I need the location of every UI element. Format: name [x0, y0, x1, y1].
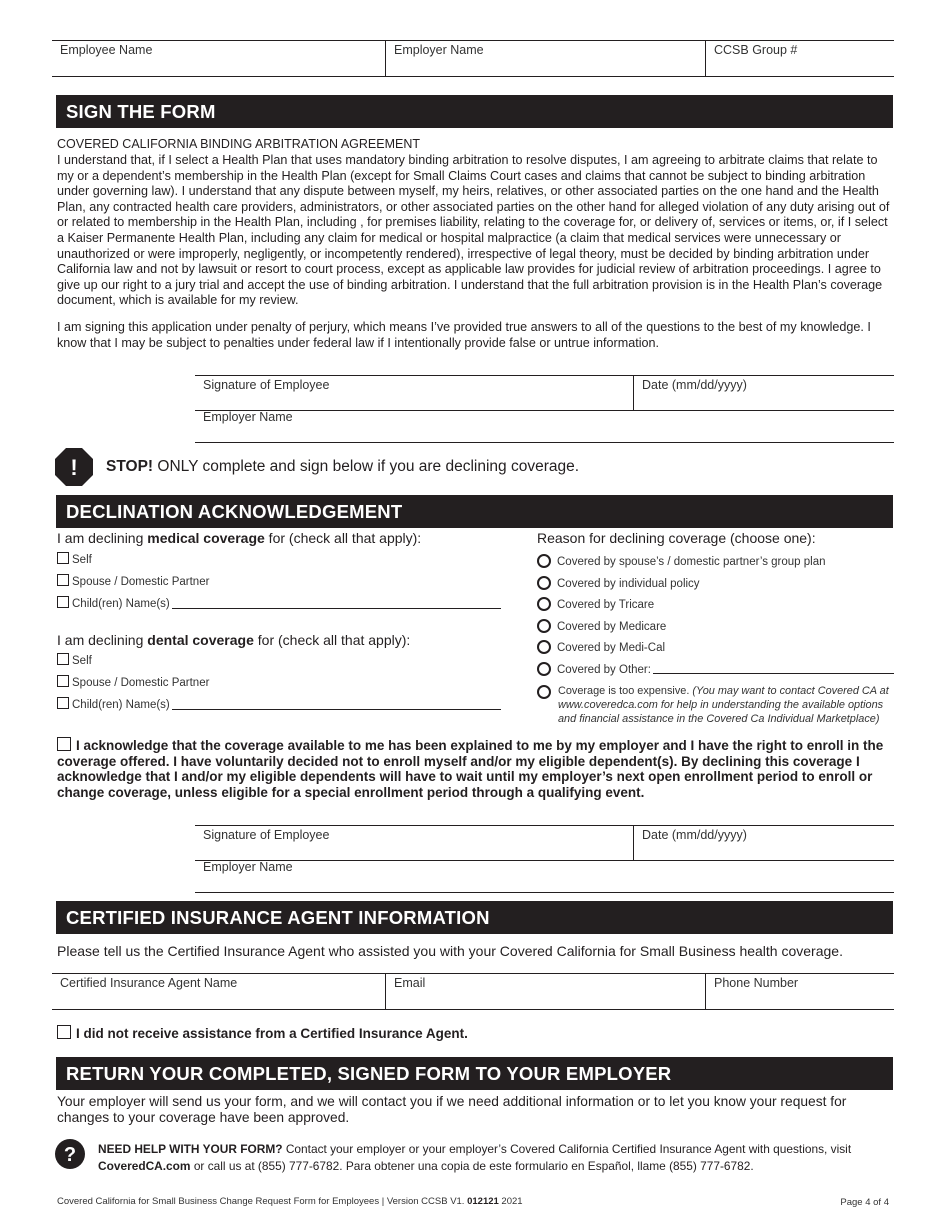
acknowledge-checkbox[interactable]: [57, 737, 71, 751]
medical-suffix: for (check all that apply):: [264, 530, 422, 546]
option-label: Child(ren) Name(s): [72, 699, 170, 712]
dental-prefix: I am declining: [57, 632, 148, 648]
reason-label: Covered by Tricare: [557, 599, 655, 612]
checkbox[interactable]: [57, 574, 69, 586]
help-text-2: or call us at (855) 777-6782. Para obtener una copia de este formulario en Español, llame (855) 777-6782.: [190, 1159, 754, 1173]
acknowledge-text: I acknowledge that the coverage available to me has been explained to me by my employer and I have the right to enroll in the coverage offered. I have voluntarily decided not to enroll myself and/or my eligible dependent(s). By declining this coverage I acknowledge that I and/or my eligible dependents will have to wait until my employer’s next open enrollment period to enroll or change coverage, unless eligible for a special enrollment period through a qualifying event.: [57, 738, 884, 801]
checkbox[interactable]: [57, 697, 69, 709]
date-label: Date (mm/dd/yyyy): [642, 378, 747, 392]
declination-header: DECLINATION ACKNOWLEDGEMENT: [56, 495, 893, 528]
medical-children-option[interactable]: [57, 598, 170, 610]
employer-label: Employer Name: [203, 860, 293, 874]
footer-year: 2021: [498, 1196, 523, 1207]
ccsb-group-field[interactable]: [705, 41, 894, 76]
signature-field-1[interactable]: [195, 376, 633, 410]
no-assistance-option[interactable]: [57, 1026, 468, 1041]
arbitration-title: COVERED CALIFORNIA BINDING ARBITRATION AGREEMENT: [57, 137, 421, 151]
signature-field-2[interactable]: [195, 826, 633, 860]
reason-tricare[interactable]: [537, 598, 654, 612]
option-label: Spouse / Domestic Partner: [72, 677, 210, 690]
sign-form-header: SIGN THE FORM: [56, 95, 893, 128]
employee-name-field[interactable]: [52, 41, 385, 76]
employee-info-row: [52, 40, 894, 77]
employee-name-label: Employee Name: [60, 43, 153, 57]
medical-prefix: I am declining: [57, 530, 148, 546]
footer-page: Page 4 of 4: [840, 1197, 889, 1208]
no-assistance-checkbox[interactable]: [57, 1025, 71, 1039]
checkbox[interactable]: [57, 552, 69, 564]
expensive-text: [558, 684, 897, 726]
checkbox[interactable]: [57, 653, 69, 665]
medical-header: [57, 530, 421, 546]
checkbox[interactable]: [57, 675, 69, 687]
reason-label: Covered by Medicare: [557, 621, 667, 634]
employer-name-field-2[interactable]: [195, 859, 894, 893]
date-field-1[interactable]: [633, 376, 894, 410]
medical-spouse-option[interactable]: [57, 576, 209, 588]
help-text-1: Contact your employer or your employer’s Covered California Certified Insurance Agent with questions, visit: [282, 1142, 852, 1156]
radio[interactable]: [537, 619, 551, 633]
expensive-note: (You may want to contact Covered CA at www.coveredca.com for help in understanding the available options and financial assistance in the Covered Ca Individual Marketplace): [558, 685, 889, 725]
dental-self-option[interactable]: [57, 655, 92, 667]
option-label: Spouse / Domestic Partner: [72, 576, 210, 589]
agent-name-field[interactable]: [52, 974, 385, 1009]
help-icon: [55, 1139, 85, 1169]
stop-icon-text: !: [70, 455, 78, 480]
employer-name-field-1[interactable]: [195, 409, 894, 443]
dental-children-name-line[interactable]: [172, 709, 501, 710]
dental-bold: dental coverage: [147, 632, 254, 648]
arbitration-text: I understand that, if I select a Health Plan that uses mandatory binding arbitration to resolve disputes, I am agreeing to arbitrate claims that relate to my or a dependent’s membership in the Health Plan (except for Small Claims Court cases and claims that cannot be subject to binding arbitration under governing law). I understand that any dispute between myself, my heirs, relatives, or other associated parties on the one hand and the Health Plan, any contracted health care providers, administrators, or other associated parties on the other hand for alleged violation of any duty arising out of or related to membership in the Health Plan, including , for premises liability, relating to the coverage for, or delivery of, services or items, or, if I select a Kaiser Permanente Health Plan, including any claim for medical or hospital malpractice (a claim that medical services were unnecessary or unauthorized or were improperly, negligently, or incompetently rendered), irrespective of legal theory, must be decided by binding arbitration under California law and not by lawsuit or resort to court process, except as applicable law provides for judicial review of arbitration proceedings. I agree to give up our right to a jury trial and accept the use of binding arbitration. I understand that the full arbitration provision is in the Health Plan’s coverage document, which is available for my review.: [57, 153, 890, 308]
agent-intro: Please tell us the Certified Insurance Agent who assisted you with your Covered California for Small Business health coverage.: [57, 943, 843, 959]
radio[interactable]: [537, 576, 551, 590]
reason-header: Reason for declining coverage (choose one):: [537, 530, 816, 546]
acknowledge-block[interactable]: [57, 738, 893, 801]
stop-icon: [55, 448, 93, 486]
stop-message: [106, 458, 579, 476]
ccsb-group-label: CCSB Group #: [714, 43, 798, 57]
help-text: [98, 1141, 898, 1175]
footer-version: 012121: [467, 1196, 499, 1207]
signature-block-2: [195, 825, 894, 861]
medical-self-option[interactable]: [57, 554, 92, 566]
agent-info-row: [52, 973, 894, 1010]
return-text: Your employer will send us your form, and we will contact you if we need additional information or to let you know your request for changes to your coverage have been approved.: [57, 1094, 847, 1125]
reason-label: Covered by individual policy: [557, 578, 700, 591]
dental-spouse-option[interactable]: [57, 677, 209, 689]
reason-other-line[interactable]: [653, 673, 894, 674]
employer-label: Employer Name: [203, 410, 293, 424]
medical-bold: medical coverage: [147, 530, 265, 546]
employer-name-label: Employer Name: [394, 43, 484, 57]
reason-other[interactable]: [537, 663, 651, 677]
reason-spouse-plan[interactable]: [537, 555, 826, 569]
signature-block-1: [195, 375, 894, 411]
footer-form-title: Covered California for Small Business Change Request Form for Employees | Version CCSB V1.: [57, 1196, 468, 1207]
agent-phone-field[interactable]: [705, 974, 894, 1009]
reason-label: Covered by spouse’s / domestic partner’s group plan: [557, 556, 826, 569]
medical-children-name-line[interactable]: [172, 608, 501, 609]
reason-medicare[interactable]: [537, 620, 666, 634]
dental-suffix: for (check all that apply):: [253, 632, 411, 648]
agent-email-label: Email: [394, 976, 426, 990]
checkbox[interactable]: [57, 596, 69, 608]
option-label: Self: [72, 655, 92, 668]
help-icon-text: ?: [63, 1144, 77, 1166]
reason-medi-cal[interactable]: [537, 641, 665, 655]
dental-header: [57, 632, 410, 648]
signature-label: Signature of Employee: [203, 378, 330, 392]
radio[interactable]: [537, 662, 551, 676]
radio[interactable]: [537, 640, 551, 654]
coveredca-link[interactable]: CoveredCA.com: [98, 1159, 191, 1173]
radio[interactable]: [537, 685, 551, 699]
perjury-text: I am signing this application under penalty of perjury, which means I’ve provided true answers to all of the questions to the best of my knowledge. I know that I may be subject to penalties under federal law if I intentionally provide false or untrue information.: [57, 320, 871, 350]
agent-email-field[interactable]: [385, 974, 705, 1009]
employer-name-field[interactable]: [385, 41, 705, 76]
employer-name-cell: [195, 409, 495, 442]
stop-text: ONLY complete and sign below if you are declining coverage.: [153, 458, 580, 475]
date-label: Date (mm/dd/yyyy): [642, 828, 747, 842]
expensive-label: Coverage is too expensive.: [558, 685, 693, 697]
help-bold: NEED HELP WITH YOUR FORM?: [98, 1142, 283, 1156]
agent-name-label: Certified Insurance Agent Name: [60, 976, 238, 990]
footer-left: [57, 1196, 523, 1207]
signature-label: Signature of Employee: [203, 828, 330, 842]
agent-phone-label: Phone Number: [714, 976, 799, 990]
reason-individual-policy[interactable]: [537, 577, 700, 591]
reason-label: Covered by Medi-Cal: [557, 642, 666, 655]
reason-expensive[interactable]: [537, 684, 897, 726]
option-label: Child(ren) Name(s): [72, 598, 170, 611]
option-label: Self: [72, 554, 92, 567]
radio[interactable]: [537, 554, 551, 568]
no-assistance-label: I did not receive assistance from a Certified Insurance Agent.: [76, 1026, 468, 1041]
stop-bold: STOP!: [106, 458, 154, 475]
employer-name-cell: [195, 859, 495, 892]
radio[interactable]: [537, 597, 551, 611]
agent-header: CERTIFIED INSURANCE AGENT INFORMATION: [56, 901, 893, 934]
date-field-2[interactable]: [633, 826, 894, 860]
dental-children-option[interactable]: [57, 699, 170, 711]
return-header: RETURN YOUR COMPLETED, SIGNED FORM TO YOUR EMPLOYER: [56, 1057, 893, 1090]
reason-label: Covered by Other:: [557, 664, 651, 677]
